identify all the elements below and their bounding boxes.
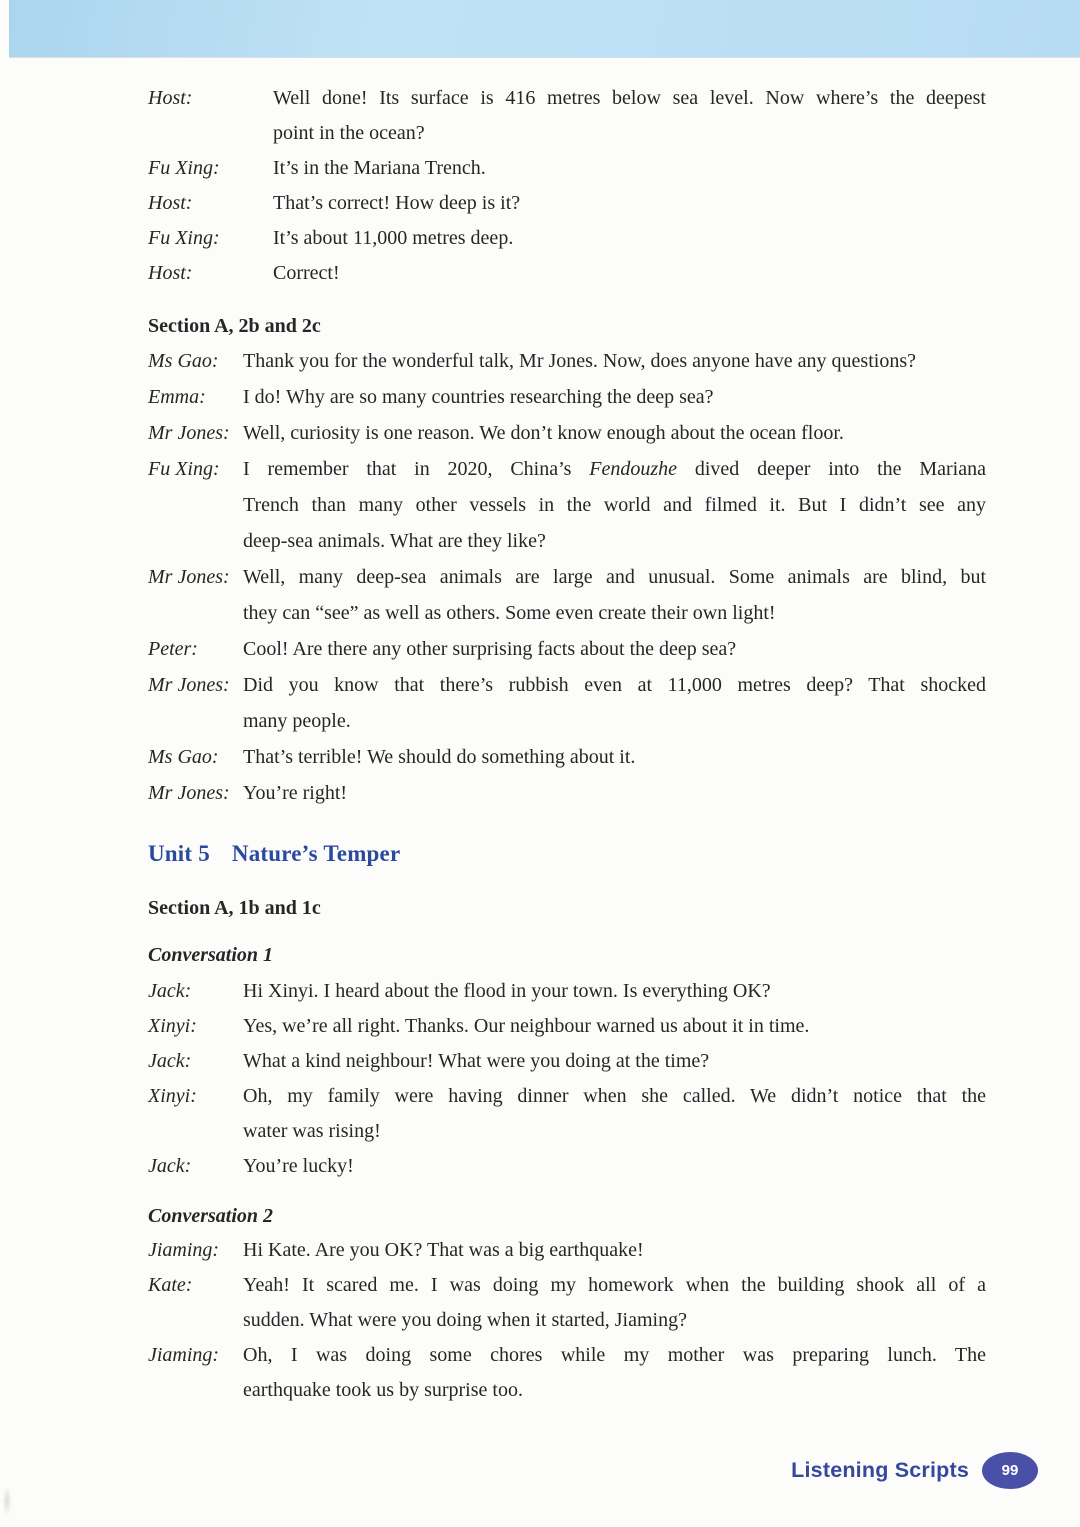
vessel-name-emphasis: Fendouzhe — [589, 458, 678, 480]
dialogue-line: Yeah! It scared me. I was doing my homework when the building shook all of a — [243, 1274, 986, 1296]
speaker-label: Xinyi: — [148, 1085, 197, 1107]
speaker-label: Xinyi: — [148, 1015, 197, 1037]
dialogue-line: Well done! Its surface is 416 metres below sea level. Now where’s the deepest — [273, 87, 986, 109]
section-heading: Section A, 2b and 2c — [148, 315, 321, 337]
dialogue-text — [243, 631, 986, 667]
dialogue-text — [243, 775, 986, 811]
dialogue-text — [243, 667, 986, 739]
speaker-label: Mr Jones: — [148, 566, 230, 588]
speaker-label: Jack: — [148, 1155, 192, 1177]
speaker-label: Kate: — [148, 1274, 193, 1296]
dialogue-text — [243, 1338, 986, 1408]
dialogue-line: You’re right! — [243, 782, 348, 804]
dialogue-row — [148, 1233, 986, 1268]
dialogue-row — [148, 775, 986, 811]
dialogue-row — [148, 559, 986, 631]
dialogue-block — [148, 343, 986, 811]
dialogue-text — [273, 81, 986, 151]
dialogue-text — [243, 379, 986, 415]
dialogue-text — [243, 1268, 986, 1338]
dialogue-text — [243, 1009, 986, 1044]
dialogue-row — [148, 1044, 986, 1079]
dialogue-line: sudden. What were you doing when it started, Jiaming? — [243, 1309, 687, 1331]
dialogue-text — [243, 1079, 986, 1149]
dialogue-text — [243, 1149, 986, 1184]
dialogue-row — [148, 1149, 986, 1184]
dialogue-row — [148, 974, 986, 1009]
dialogue-text — [243, 1233, 986, 1268]
dialogue-block — [148, 974, 986, 1184]
dialogue-line: water was rising! — [243, 1120, 381, 1142]
page-number-badge — [982, 1452, 1038, 1489]
footer — [791, 1452, 1038, 1489]
dialogue-line: many people. — [243, 710, 351, 732]
page-number: 99 — [1001, 1462, 1019, 1479]
dialogue-row — [148, 186, 986, 221]
dialogue-line: Hi Kate. Are you OK? That was a big earthquake! — [243, 1239, 644, 1261]
speaker-label: Jiaming: — [148, 1239, 220, 1261]
dialogue-line: What a kind neighbour! What were you doing at the time? — [243, 1050, 710, 1072]
dialogue-line: Well, many deep-sea animals are large and unusual. Some animals are blind, but — [243, 566, 986, 588]
unit-number: Unit 5 — [148, 841, 210, 866]
dialogue-line: That’s terrible! We should do something about it. — [243, 746, 636, 768]
dialogue-line-text: I remember that in 2020, China’s — [243, 458, 590, 480]
dialogue-line: Correct! — [273, 262, 340, 284]
dialogue-line — [243, 451, 986, 487]
speaker-label: Host: — [148, 87, 193, 109]
dialogue-line-text: dived deeper into the Mariana — [677, 458, 986, 480]
dialogue-row — [148, 739, 986, 775]
dialogue-line: Did you know that there’s rubbish even at 11,000 metres deep? That shocked — [243, 674, 986, 696]
dialogue-row — [148, 256, 986, 291]
dialogue-line: Trench than many other vessels in the world and filmed it. But I didn’t see any — [243, 494, 986, 516]
dialogue-line: earthquake took us by surprise too. — [243, 1379, 523, 1401]
dialogue-line: Oh, I was doing some chores while my mother was preparing lunch. The — [243, 1344, 986, 1366]
dialogue-line: You’re lucky! — [243, 1155, 354, 1177]
scan-speck — [2, 1486, 12, 1516]
dialogue-row — [148, 81, 986, 151]
dialogue-line: Thank you for the wonderful talk, Mr Jones. Now, does anyone have any questions? — [243, 350, 916, 372]
conversation-heading: Conversation 1 — [148, 944, 274, 966]
speaker-label: Peter: — [148, 638, 198, 660]
dialogue-block — [148, 81, 986, 291]
speaker-label: Fu Xing: — [148, 157, 220, 179]
speaker-label: Fu Xing: — [148, 227, 220, 249]
dialogue-line: Oh, my family were having dinner when she called. We didn’t notice that the — [243, 1085, 986, 1107]
dialogue-row — [148, 1079, 986, 1149]
dialogue-text — [243, 343, 986, 379]
dialogue-text — [243, 559, 986, 631]
speaker-label: Host: — [148, 192, 193, 214]
speaker-label: Ms Gao: — [148, 746, 219, 768]
dialogue-text — [243, 451, 986, 559]
dialogue-text — [243, 1044, 986, 1079]
dialogue-row — [148, 221, 986, 256]
footer-label: Listening Scripts — [791, 1458, 969, 1482]
dialogue-row — [148, 379, 986, 415]
dialogue-text — [273, 221, 986, 256]
dialogue-line: I do! Why are so many countries researching the deep sea? — [243, 386, 714, 408]
page-top-band — [9, 0, 1080, 57]
dialogue-text — [243, 739, 986, 775]
unit-heading — [148, 837, 986, 871]
dialogue-text — [273, 186, 986, 221]
dialogue-text — [273, 256, 986, 291]
dialogue-line: point in the ocean? — [273, 122, 425, 144]
speaker-label: Jack: — [148, 1050, 192, 1072]
dialogue-line: That’s correct! How deep is it? — [273, 192, 521, 214]
speaker-label: Jiaming: — [148, 1344, 220, 1366]
unit-title: Nature’s Temper — [231, 841, 401, 866]
dialogue-row — [148, 451, 986, 559]
section-heading: Section A, 1b and 1c — [148, 897, 321, 919]
dialogue-row — [148, 1009, 986, 1044]
speaker-label: Emma: — [148, 386, 206, 408]
speaker-label: Mr Jones: — [148, 782, 230, 804]
speaker-label: Ms Gao: — [148, 350, 219, 372]
dialogue-line: It’s about 11,000 metres deep. — [273, 227, 514, 249]
speaker-label: Mr Jones: — [148, 422, 230, 444]
dialogue-row — [148, 151, 986, 186]
dialogue-row — [148, 1338, 986, 1408]
dialogue-line: Yes, we’re all right. Thanks. Our neighbour warned us about it in time. — [243, 1015, 810, 1037]
dialogue-text — [243, 415, 986, 451]
dialogue-line: deep-sea animals. What are they like? — [243, 530, 546, 552]
speaker-label: Fu Xing: — [148, 458, 220, 480]
dialogue-text — [273, 151, 986, 186]
dialogue-line: It’s in the Mariana Trench. — [273, 157, 486, 179]
speaker-label: Host: — [148, 262, 193, 284]
dialogue-line: Hi Xinyi. I heard about the flood in your town. Is everything OK? — [243, 980, 771, 1002]
dialogue-block — [148, 1233, 986, 1408]
speaker-label: Mr Jones: — [148, 674, 230, 696]
dialogue-row — [148, 667, 986, 739]
dialogue-row — [148, 631, 986, 667]
conversation-heading: Conversation 2 — [148, 1205, 274, 1227]
dialogue-row — [148, 1268, 986, 1338]
dialogue-row — [148, 343, 986, 379]
dialogue-text — [243, 974, 986, 1009]
dialogue-line: Cool! Are there any other surprising facts about the deep sea? — [243, 638, 737, 660]
dialogue-line: they can “see” as well as others. Some even create their own light! — [243, 602, 776, 624]
speaker-label: Jack: — [148, 980, 192, 1002]
dialogue-row — [148, 415, 986, 451]
dialogue-line: Well, curiosity is one reason. We don’t know enough about the ocean floor. — [243, 422, 844, 444]
